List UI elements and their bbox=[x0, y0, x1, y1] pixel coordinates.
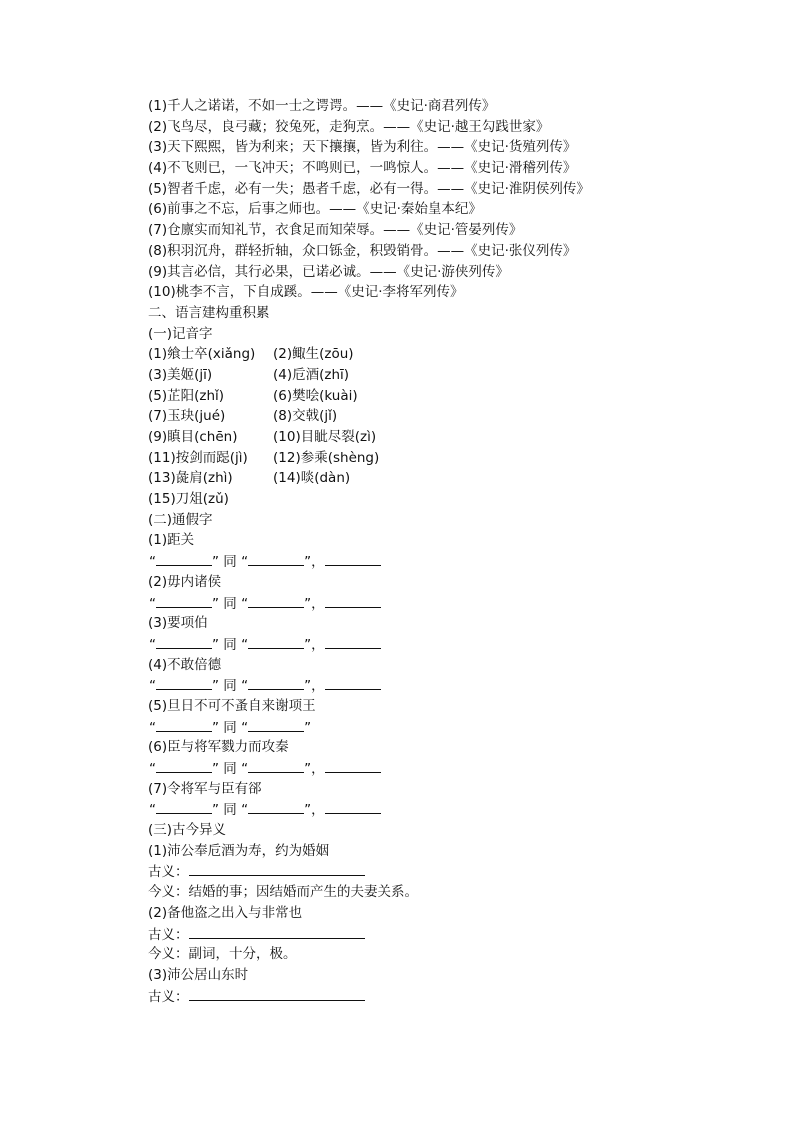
open-quote: “ bbox=[149, 719, 156, 736]
pronunciation-item: (14)啖(dàn) bbox=[273, 470, 351, 487]
pronunciation-item: (13)彘肩(zhì) bbox=[148, 470, 233, 487]
ancient-label: 古义： bbox=[148, 926, 189, 943]
pronunciation-row bbox=[148, 468, 708, 489]
tongjia-list bbox=[148, 530, 708, 820]
same-as-text: 同 bbox=[223, 554, 237, 571]
ancient-label: 古义： bbox=[148, 988, 189, 1005]
quote-line: (7)仓廪实而知礼节，衣食足而知荣辱。——《史记·管晏列传》 bbox=[148, 222, 523, 239]
tongjia-fill-line bbox=[148, 799, 708, 820]
pronunciation-row bbox=[148, 427, 708, 448]
answer-blank[interactable] bbox=[189, 986, 365, 1001]
close-quote: ” bbox=[212, 761, 219, 777]
tongjia-fill-line bbox=[148, 675, 708, 696]
pronunciation-row bbox=[148, 344, 708, 365]
open-quote: “ bbox=[241, 554, 249, 571]
close-quote: ” bbox=[304, 761, 312, 777]
tongjia-fill-line bbox=[148, 593, 708, 614]
quote-list bbox=[148, 96, 708, 303]
pronunciation-item: (3)美姬(jī) bbox=[148, 366, 213, 383]
pronunciation-title: (一)记音字 bbox=[148, 325, 213, 342]
gujin-title: (三)古今异义 bbox=[148, 822, 227, 839]
open-quote: “ bbox=[241, 802, 249, 819]
answer-blank[interactable] bbox=[156, 593, 212, 608]
pronunciation-item: (10)目眦尽裂(zì) bbox=[273, 429, 377, 445]
pronunciation-item: (7)玉玦(jué) bbox=[148, 408, 226, 425]
modern-label: 今义： bbox=[148, 946, 189, 963]
pronunciation-item: (9)瞋目(chēn) bbox=[148, 429, 238, 445]
answer-blank[interactable] bbox=[248, 675, 304, 690]
gujin-item-label: (3)沛公居山东时 bbox=[148, 966, 249, 983]
quote-line: (5)智者千虑，必有一失；愚者千虑，必有一得。——《史记·淮阴侯列传》 bbox=[148, 180, 590, 197]
tongjia-fill-line bbox=[148, 758, 708, 779]
ancient-meaning-line bbox=[148, 924, 708, 945]
tongjia-item-label: (4)不敢倍德 bbox=[148, 656, 222, 673]
open-quote: “ bbox=[149, 554, 156, 571]
comma: ， bbox=[311, 595, 325, 612]
answer-blank[interactable] bbox=[156, 675, 212, 690]
pronunciation-item: (5)芷阳(zhǐ) bbox=[148, 387, 225, 404]
answer-blank[interactable] bbox=[189, 924, 365, 939]
quote-line: (9)其言必信，其行必果，已诺必诚。——《史记·游侠列传》 bbox=[148, 263, 509, 280]
tongjia-item-label: (1)距关 bbox=[148, 532, 195, 549]
pronunciation-item: (1)飨士卒(xiǎng) bbox=[148, 346, 256, 363]
close-quote: ” bbox=[212, 636, 219, 653]
same-as-text: 同 bbox=[223, 761, 237, 777]
gujin-item-label: (2)备他盗之出入与非常也 bbox=[148, 904, 303, 921]
open-quote: “ bbox=[149, 678, 156, 695]
open-quote: “ bbox=[241, 719, 249, 736]
quote-line: (8)积羽沉舟，群轻折轴，众口铄金，积毁销骨。——《史记·张仪列传》 bbox=[148, 242, 577, 259]
pronunciation-item: (12)参乘(shèng) bbox=[273, 449, 380, 466]
close-quote: ” bbox=[304, 554, 312, 571]
answer-blank[interactable] bbox=[248, 634, 304, 649]
ancient-meaning-line bbox=[148, 986, 708, 1007]
close-quote: ” bbox=[212, 595, 219, 612]
pronunciation-list bbox=[148, 344, 708, 510]
answer-blank[interactable] bbox=[248, 799, 304, 814]
modern-label: 今义： bbox=[148, 884, 189, 901]
comma: ， bbox=[311, 554, 325, 571]
answer-blank[interactable] bbox=[189, 861, 365, 876]
tongjia-item-label: (3)要项伯 bbox=[148, 615, 208, 632]
answer-blank[interactable] bbox=[156, 758, 212, 773]
quote-line: (1)千人之诺诺，不如一士之谔谔。——《史记·商君列传》 bbox=[148, 98, 496, 114]
pronunciation-item: (11)按剑而跽(jì) bbox=[148, 449, 248, 466]
answer-blank[interactable] bbox=[325, 593, 381, 608]
same-as-text: 同 bbox=[223, 636, 237, 653]
answer-blank[interactable] bbox=[156, 551, 212, 566]
tongjia-item-label: (6)臣与将军戮力而攻秦 bbox=[148, 739, 289, 756]
open-quote: “ bbox=[241, 636, 249, 653]
close-quote: ” bbox=[212, 554, 219, 571]
quote-line: (6)前事之不忘，后事之师也。——《史记·秦始皇本纪》 bbox=[148, 201, 482, 218]
answer-blank[interactable] bbox=[325, 551, 381, 566]
pronunciation-item: (6)樊哙(kuài) bbox=[273, 387, 358, 404]
quote-line: (4)不飞则已，一飞冲天；不鸣则已，一鸣惊人。——《史记·滑稽列传》 bbox=[148, 160, 577, 177]
document-page bbox=[148, 96, 708, 1006]
open-quote: “ bbox=[241, 678, 249, 695]
answer-blank[interactable] bbox=[325, 634, 381, 649]
answer-blank[interactable] bbox=[156, 799, 212, 814]
answer-blank[interactable] bbox=[248, 758, 304, 773]
close-quote: ” bbox=[304, 595, 312, 612]
answer-blank[interactable] bbox=[248, 717, 304, 732]
modern-meaning-line bbox=[148, 882, 708, 903]
close-quote: ” bbox=[212, 719, 219, 736]
same-as-text: 同 bbox=[223, 802, 237, 819]
answer-blank[interactable] bbox=[156, 634, 212, 649]
same-as-text: 同 bbox=[223, 595, 237, 612]
same-as-text: 同 bbox=[223, 678, 237, 695]
answer-blank[interactable] bbox=[156, 717, 212, 732]
quote-line: (10)桃李不言，下自成蹊。——《史记·李将军列传》 bbox=[148, 284, 464, 301]
gujin-item-label: (1)沛公奉卮酒为寿，约为婚姻 bbox=[148, 842, 330, 859]
open-quote: “ bbox=[149, 761, 156, 777]
ancient-meaning-line bbox=[148, 861, 708, 882]
gujin-list bbox=[148, 841, 708, 1007]
close-quote: ” bbox=[304, 719, 312, 736]
ancient-label: 古义： bbox=[148, 864, 189, 881]
comma: ， bbox=[311, 761, 325, 777]
close-quote: ” bbox=[304, 636, 312, 653]
tongjia-fill-line bbox=[148, 634, 708, 655]
quote-line: (3)天下熙熙，皆为利来；天下攘攘，皆为利往。——《史记·货殖列传》 bbox=[148, 139, 577, 156]
comma: ， bbox=[311, 802, 325, 819]
pronunciation-row bbox=[148, 448, 708, 469]
same-as-text: 同 bbox=[223, 719, 237, 736]
tongjia-item-label: (2)毋内诸侯 bbox=[148, 573, 222, 590]
close-quote: ” bbox=[304, 802, 312, 819]
modern-meaning-line bbox=[148, 944, 708, 965]
answer-blank[interactable] bbox=[325, 675, 381, 690]
tongjia-fill-line bbox=[148, 551, 708, 572]
pronunciation-item: (15)刀俎(zǔ) bbox=[148, 491, 229, 508]
comma: ， bbox=[311, 636, 325, 653]
tongjia-title: (二)通假字 bbox=[148, 511, 213, 528]
pronunciation-row bbox=[148, 406, 708, 427]
open-quote: “ bbox=[149, 636, 156, 653]
close-quote: ” bbox=[212, 802, 219, 819]
open-quote: “ bbox=[241, 761, 249, 777]
comma: ， bbox=[311, 678, 325, 695]
close-quote: ” bbox=[304, 678, 312, 695]
pronunciation-row bbox=[148, 489, 708, 510]
open-quote: “ bbox=[149, 802, 156, 819]
open-quote: “ bbox=[149, 595, 156, 612]
pronunciation-item: (8)交戟(jǐ) bbox=[273, 408, 338, 425]
tongjia-item-label: (5)旦日不可不蚤自来谢项王 bbox=[148, 697, 316, 714]
answer-blank[interactable] bbox=[248, 593, 304, 608]
open-quote: “ bbox=[241, 595, 249, 612]
tongjia-item-label: (7)令将军与臣有郤 bbox=[148, 780, 262, 797]
pronunciation-row bbox=[148, 365, 708, 386]
modern-meaning: 结婚的事；因结婚而产生的夫妻关系。 bbox=[188, 884, 418, 901]
section-title: 二、语言建构重积累 bbox=[148, 304, 270, 321]
answer-blank[interactable] bbox=[248, 551, 304, 566]
quote-line: (2)飞鸟尽，良弓藏；狡兔死，走狗烹。——《史记·越王勾践世家》 bbox=[148, 118, 550, 135]
pronunciation-row bbox=[148, 386, 708, 407]
close-quote: ” bbox=[212, 678, 219, 695]
pronunciation-item: (4)卮酒(zhī) bbox=[273, 366, 350, 383]
answer-blank[interactable] bbox=[325, 799, 381, 814]
modern-meaning: 副词，十分，极。 bbox=[188, 946, 297, 963]
pronunciation-item: (2)鲰生(zōu) bbox=[273, 346, 354, 363]
tongjia-fill-line bbox=[148, 717, 708, 738]
answer-blank[interactable] bbox=[325, 758, 381, 773]
